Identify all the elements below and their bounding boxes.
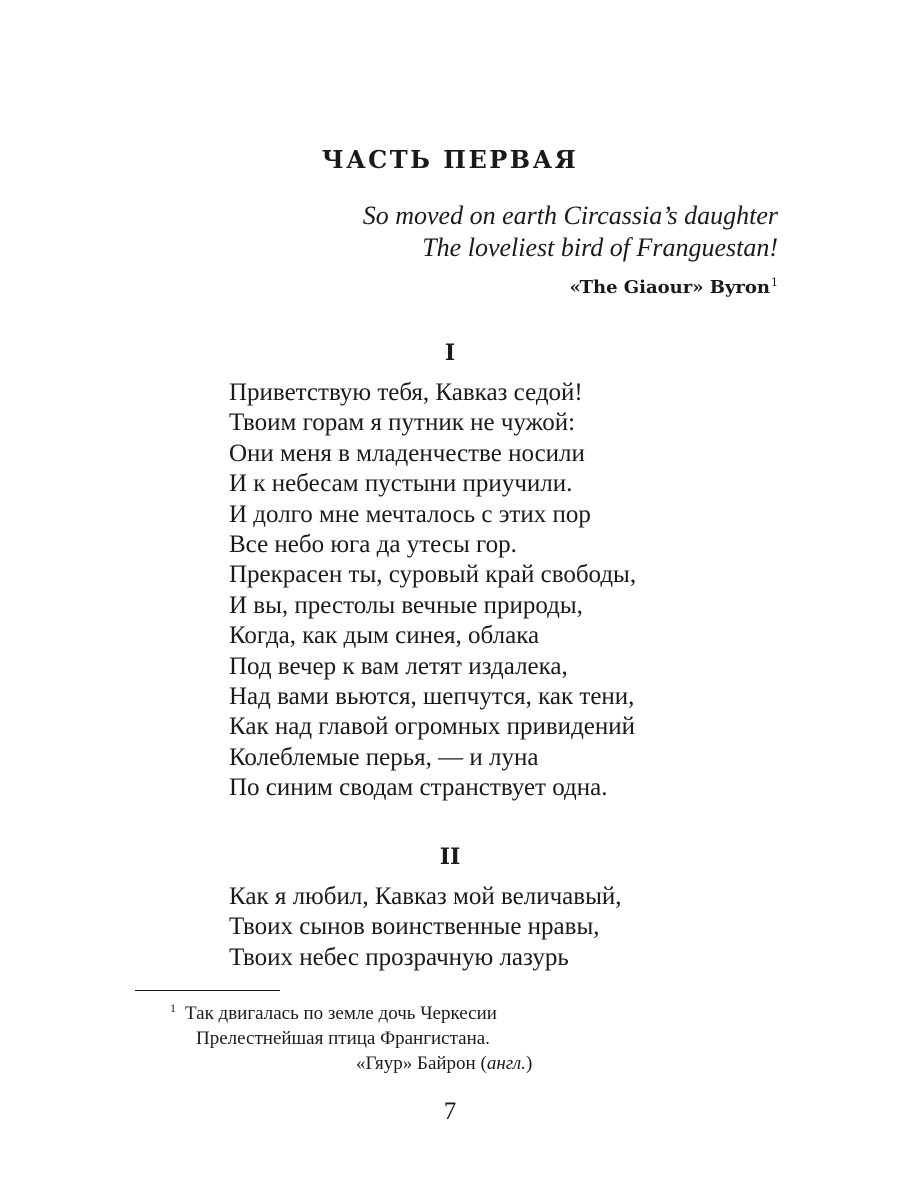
stanza-1 <box>229 378 636 804</box>
epigraph <box>363 200 778 264</box>
verse-line: Они меня в младенчестве носили <box>229 439 585 467</box>
footnote-source <box>170 1051 532 1076</box>
stanza-number: I <box>444 340 456 366</box>
verse-line: Твоих небес прозрачную лазурь <box>229 943 569 971</box>
verse-line: Прекрасен ты, суровый край свободы, <box>229 561 637 589</box>
verse-line: И к небесам пустыни приучили. <box>229 470 573 498</box>
epigraph-attribution <box>570 276 778 298</box>
verse-line: Под вечер к вам летят издалека, <box>229 652 568 680</box>
footnote-line: Прелестнейшая птица Франгистана. <box>196 1028 490 1049</box>
footnote-text: Так двигалась по земле дочь Черкесии <box>185 1003 497 1024</box>
epigraph-line: The loveliest bird of Franguestan! <box>422 233 778 262</box>
footnote-source-text: «Гяур» Байрон ( <box>356 1053 487 1074</box>
verse-line: И долго мне мечталось с этих пор <box>229 500 591 528</box>
epigraph-line: So moved on earth Circassia’s daughter <box>362 201 778 230</box>
stanza-2 <box>229 882 622 973</box>
verse-line: Колеблемые перья, — и луна <box>229 743 539 771</box>
page-number: 7 <box>443 1098 457 1125</box>
part-title: ЧАСТЬ ПЕРВАЯ <box>321 145 579 174</box>
verse-line: Приветствую тебя, Кавказ седой! <box>229 379 583 406</box>
verse-line: По синим сводам странствует одна. <box>229 774 608 802</box>
verse-line: Твоих сынов воинственные нравы, <box>229 913 600 941</box>
verse-line: Как над главой огромных привидений <box>229 713 636 741</box>
footnote-line <box>170 996 532 1026</box>
verse-line: Твоим горам я путник не чужой: <box>229 409 576 437</box>
stanza-number: II <box>439 844 461 870</box>
verse-line: Все небо юга да утесы гор. <box>229 531 517 559</box>
footnote <box>170 996 532 1076</box>
footnote-divider <box>135 990 280 991</box>
verse-line: Когда, как дым синея, облака <box>229 622 540 650</box>
footnote-reference[interactable]: 1 <box>771 276 778 289</box>
verse-line: И вы, престолы вечные природы, <box>229 591 583 619</box>
attribution-text: «The Giaour» Byron <box>569 277 770 298</box>
footnote-marker: 1 <box>170 1001 176 1015</box>
verse-line: Над вами вьются, шепчутся, как тени, <box>229 683 635 711</box>
footnote-language: англ. <box>486 1053 526 1074</box>
footnote-source-end: ) <box>525 1053 533 1074</box>
verse-line: Как я любил, Кавказ мой величавый, <box>229 883 622 910</box>
